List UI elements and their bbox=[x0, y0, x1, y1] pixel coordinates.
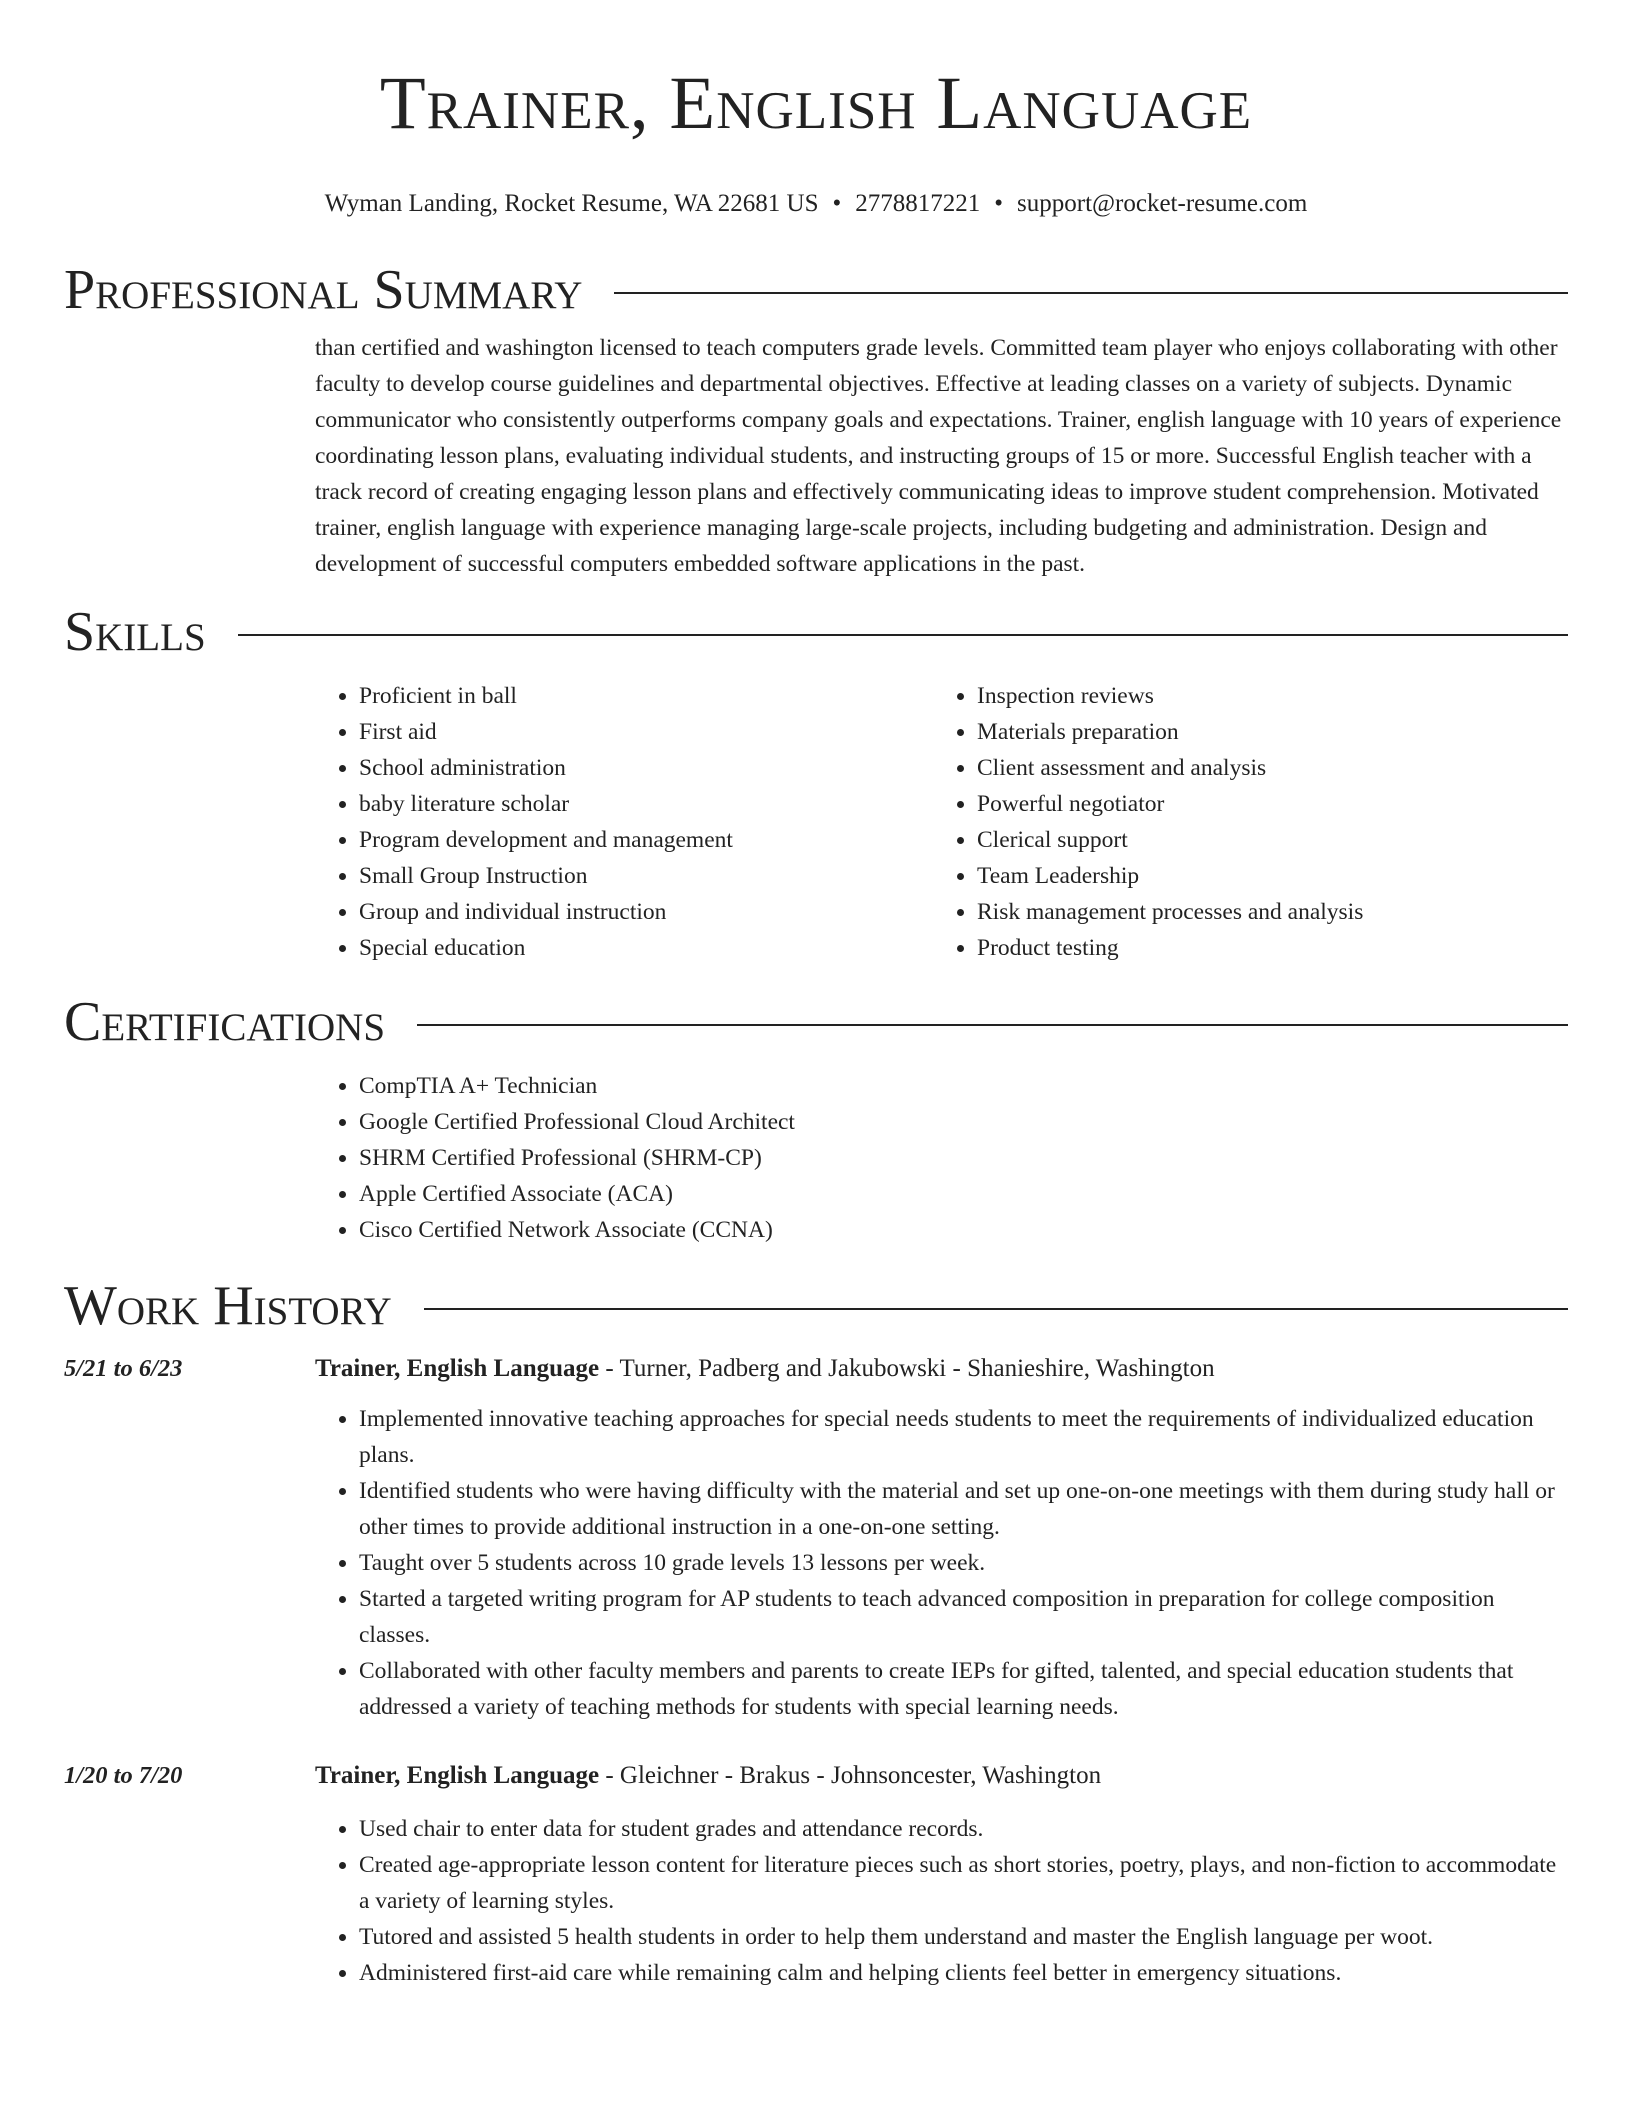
skills-column-right bbox=[933, 678, 1551, 966]
job-details: - Gleichner - Brakus - Johnsoncester, Washington bbox=[599, 1762, 1102, 1789]
skill-item: • Powerful negotiator bbox=[977, 786, 1551, 822]
resume-name: Trainer, English Language bbox=[379, 62, 1253, 145]
job-bullet: • Administered first-aid care while remaining calm and helping clients feel better in emergency situations. bbox=[359, 1955, 1568, 1991]
skills-list-right bbox=[933, 678, 1551, 966]
certifications-heading: Certifications bbox=[64, 991, 386, 1053]
job-bullet-list bbox=[315, 1811, 1568, 1991]
section-divider bbox=[614, 292, 1568, 294]
skill-item: • Clerical support bbox=[977, 822, 1551, 858]
certifications-section bbox=[64, 990, 1568, 1248]
contact-separator: • bbox=[832, 190, 842, 217]
job-bullet: • Taught over 5 students across 10 grade levels 13 lessons per week. bbox=[359, 1545, 1568, 1581]
certification-item: • Apple Certified Associate (ACA) bbox=[359, 1176, 1568, 1212]
job-entry bbox=[64, 1352, 1568, 1725]
job-title: Trainer, English Language bbox=[315, 1355, 600, 1382]
job-details: - Turner, Padberg and Jakubowski - Shanieshire, Washington bbox=[599, 1355, 1215, 1382]
section-divider bbox=[424, 1308, 1568, 1310]
summary-section bbox=[64, 258, 1568, 582]
job-bullet: • Created age-appropriate lesson content for literature pieces such as short stories, poetry, plays, and non-fiction to accommodate a variety of learning styles. bbox=[359, 1847, 1568, 1919]
skill-item: • Small Group Instruction bbox=[359, 858, 933, 894]
summary-text: than certified and washington licensed to teach computers grade levels. Committed team player who enjoys collaborating with other faculty to develop course guidelines and departmental objectives. Effective at leading classes on a variety of subjects. Dynamic communicator who consistently outperforms company goals and expectations. Trainer, english language with 10 years of experience coordinating lesson plans, evaluating individual students, and instructing groups of 15 or more. Successful English teacher with a track record of creating engaging lesson plans and effectively communicating ideas to improve student comprehension. Motivated trainer, english language with experience managing large-scale projects, including budgeting and administration. Design and development of successful computers embedded software applications in the past. bbox=[315, 335, 1562, 577]
skills-section bbox=[64, 600, 1568, 966]
skill-item: • Group and individual instruction bbox=[359, 894, 933, 930]
section-divider bbox=[238, 634, 1568, 636]
skill-item: • First aid bbox=[359, 714, 933, 750]
contact-line bbox=[0, 188, 1632, 220]
skill-item: • baby literature scholar bbox=[359, 786, 933, 822]
skill-item: • Special education bbox=[359, 930, 933, 966]
certification-item: • Google Certified Professional Cloud Architect bbox=[359, 1104, 1568, 1140]
job-bullet: • Used chair to enter data for student grades and attendance records. bbox=[359, 1811, 1568, 1847]
skill-item: • Team Leadership bbox=[977, 858, 1551, 894]
work-history-section bbox=[64, 1274, 1568, 1991]
summary-heading: Professional Summary bbox=[64, 259, 583, 321]
skill-item: • Program development and management bbox=[359, 822, 933, 858]
contact-address: Wyman Landing, Rocket Resume, WA 22681 US bbox=[324, 190, 819, 217]
skill-item: • Inspection reviews bbox=[977, 678, 1551, 714]
job-heading bbox=[315, 1759, 1568, 1793]
job-bullet: • Identified students who were having difficulty with the material and set up one-on-one meetings with them during study hall or other times to provide additional instruction in a one-on-one setting. bbox=[359, 1473, 1568, 1545]
job-bullet: • Collaborated with other faculty members and parents to create IEPs for gifted, talented, and special education students that addressed a variety of teaching methods for students with special learning needs. bbox=[359, 1653, 1568, 1725]
skills-list-left bbox=[315, 678, 933, 966]
skill-item: • Proficient in ball bbox=[359, 678, 933, 714]
skills-heading: Skills bbox=[64, 601, 206, 663]
job-bullet: • Implemented innovative teaching approaches for special needs students to meet the requirements of individualized education plans. bbox=[359, 1401, 1568, 1473]
job-bullet-list bbox=[315, 1401, 1568, 1725]
job-heading bbox=[315, 1352, 1568, 1386]
certification-item: • SHRM Certified Professional (SHRM-CP) bbox=[359, 1140, 1568, 1176]
job-bullet: • Tutored and assisted 5 health students in order to help them understand and master the English language per woot. bbox=[359, 1919, 1568, 1955]
section-divider bbox=[417, 1024, 1568, 1026]
certifications-list bbox=[315, 1068, 1568, 1248]
skill-item: • Product testing bbox=[977, 930, 1551, 966]
skill-item: • Client assessment and analysis bbox=[977, 750, 1551, 786]
work-history-heading: Work History bbox=[64, 1275, 392, 1337]
contact-email: support@rocket-resume.com bbox=[1017, 190, 1308, 217]
job-dates: 5/21 to 6/23 bbox=[64, 1355, 183, 1382]
job-title: Trainer, English Language bbox=[315, 1762, 600, 1789]
job-bullet: • Started a targeted writing program for AP students to teach advanced composition in preparation for college composition classes. bbox=[359, 1581, 1568, 1653]
job-entry bbox=[64, 1759, 1568, 1991]
skills-column-left bbox=[315, 678, 933, 966]
job-dates: 1/20 to 7/20 bbox=[64, 1762, 183, 1789]
contact-phone: 2778817221 bbox=[855, 190, 981, 217]
certification-item: • CompTIA A+ Technician bbox=[359, 1068, 1568, 1104]
skill-item: • School administration bbox=[359, 750, 933, 786]
skill-item: • Risk management processes and analysis bbox=[977, 894, 1551, 930]
skill-item: • Materials preparation bbox=[977, 714, 1551, 750]
certification-item: • Cisco Certified Network Associate (CCNA) bbox=[359, 1212, 1568, 1248]
contact-separator: • bbox=[994, 190, 1004, 217]
